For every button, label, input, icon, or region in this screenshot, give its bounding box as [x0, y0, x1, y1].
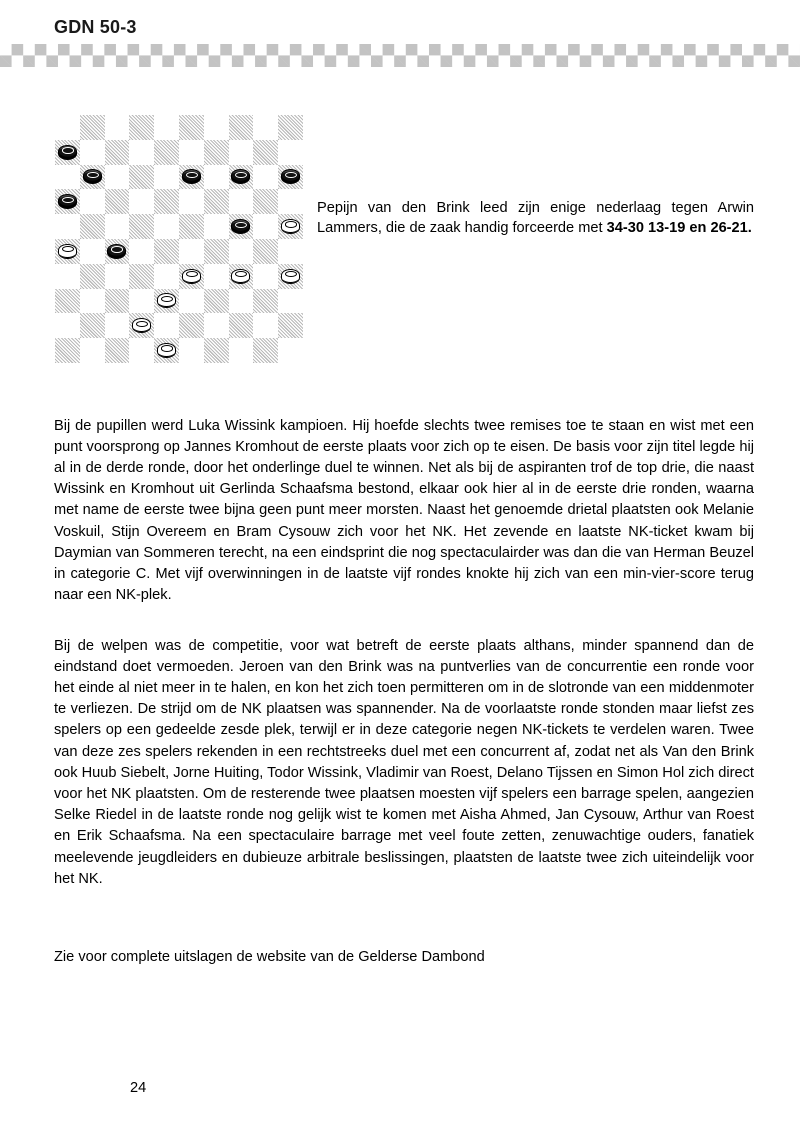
board-square-light [229, 189, 254, 214]
board-square-light [129, 289, 154, 314]
board-square-light [129, 239, 154, 264]
board-square-dark [229, 165, 254, 190]
board-square-dark [253, 239, 278, 264]
board-square-light [204, 214, 229, 239]
black-piece [231, 169, 250, 184]
board-square-light [278, 140, 303, 165]
board-square-dark [105, 189, 130, 214]
black-piece [107, 244, 126, 259]
board-square-light [253, 115, 278, 140]
closing-line: Zie voor complete uitslagen de website van de Gelderse Dambond [54, 948, 485, 965]
black-piece [182, 169, 201, 184]
white-piece [231, 269, 250, 284]
board-square-dark [179, 313, 204, 338]
white-piece [182, 269, 201, 284]
board-square-light [154, 264, 179, 289]
board-square-dark [179, 264, 204, 289]
white-piece [157, 343, 176, 358]
board-square-dark [204, 239, 229, 264]
black-piece [281, 169, 300, 184]
board-square-light [229, 239, 254, 264]
board-square-dark [129, 264, 154, 289]
board-square-dark [278, 214, 303, 239]
board-square-light [55, 165, 80, 190]
board-square-light [80, 140, 105, 165]
board-square-dark [80, 115, 105, 140]
board-square-dark [55, 189, 80, 214]
board-square-dark [105, 140, 130, 165]
board-square-light [80, 289, 105, 314]
board-square-light [179, 239, 204, 264]
board-square-light [129, 140, 154, 165]
board-square-dark [253, 140, 278, 165]
draughts-board [55, 115, 303, 363]
board-square-dark [229, 214, 254, 239]
board-square-dark [154, 289, 179, 314]
board-square-dark [129, 165, 154, 190]
board-square-light [204, 264, 229, 289]
board-square-light [80, 189, 105, 214]
board-square-light [154, 313, 179, 338]
board-square-dark [229, 264, 254, 289]
board-square-light [278, 189, 303, 214]
board-square-light [55, 313, 80, 338]
board-square-light [204, 165, 229, 190]
board-square-light [129, 338, 154, 363]
board-square-light [55, 264, 80, 289]
board-square-dark [278, 264, 303, 289]
checkerboard-band-icon [0, 44, 800, 67]
board-square-dark [55, 140, 80, 165]
board-square-dark [80, 264, 105, 289]
board-square-dark [253, 338, 278, 363]
board-square-light [278, 239, 303, 264]
white-piece [157, 293, 176, 308]
board-square-dark [229, 115, 254, 140]
board-square-light [105, 264, 130, 289]
board-square-dark [80, 165, 105, 190]
board-square-dark [253, 189, 278, 214]
black-piece [58, 194, 77, 209]
board-square-dark [179, 115, 204, 140]
board-square-light [80, 338, 105, 363]
board-square-light [105, 214, 130, 239]
board-square-light [129, 189, 154, 214]
board-square-dark [154, 140, 179, 165]
page-header [0, 0, 800, 68]
board-square-dark [105, 289, 130, 314]
black-piece [231, 219, 250, 234]
board-square-light [253, 214, 278, 239]
page-number: 24 [130, 1080, 147, 1096]
board-square-light [105, 165, 130, 190]
board-square-light [278, 338, 303, 363]
board-square-light [80, 239, 105, 264]
board-square-light [179, 289, 204, 314]
board-square-light [154, 165, 179, 190]
page-title: GDN 50-3 [54, 17, 137, 37]
board-square-light [229, 140, 254, 165]
board-square-dark [278, 165, 303, 190]
paragraph-pupillen: Bij de pupillen werd Luka Wissink kampioen. Hij hoefde slechts twee remises toe te staan en wist met een punt voorsprong op Jannes Kromhout de eerste plaats voor zich op te eisen. De basis voor zijn titel legde hij al in de derde ronde, door het onderlinge duel te winnen. Net als bij de aspiranten trof de top drie, die naast Wissink en Kromhout uit Gerlinda Schaafsma bestond, elkaar ook hier al in de eerste drie ronden, waarna met name de eerste twee bijna geen punt meer morsten. Naast het genoemde drietal plaatsten ook Melanie Voskuil, Stijn Overeem en Bram Cysouw zich voor het NK. Het zevende en laatste NK-ticket kwam bij Daymian van Sommeren terecht, na een eindsprint die nog spectaculairder was dan die van Herman Beuzel in categorie C. Met vijf overwinningen in de laatste vijf rondes knokte hij zich van een min-vier-score terug naar een NK-plek. [54, 417, 754, 604]
board-square-dark [80, 214, 105, 239]
board-square-light [253, 165, 278, 190]
board-square-dark [129, 214, 154, 239]
board-square-dark [278, 313, 303, 338]
board-square-light [229, 289, 254, 314]
board-square-light [105, 313, 130, 338]
board-square-dark [129, 115, 154, 140]
board-square-light [253, 264, 278, 289]
board-square-dark [204, 289, 229, 314]
black-piece [83, 169, 102, 184]
board-square-dark [229, 313, 254, 338]
board-square-dark [154, 338, 179, 363]
board-square-light [253, 313, 278, 338]
caption-lead-text: Pepijn van den Brink leed zijn enige nederlaag tegen Arwin Lammers, die de zaak handig forceerde met [317, 199, 754, 237]
board-square-light [105, 115, 130, 140]
board-square-light [179, 189, 204, 214]
board-square-light [278, 289, 303, 314]
board-square-light [55, 214, 80, 239]
white-piece [281, 219, 300, 234]
draughts-diagram [55, 115, 303, 363]
board-square-dark [55, 289, 80, 314]
board-square-dark [179, 214, 204, 239]
board-square-light [154, 115, 179, 140]
paragraph-welpen: Bij de welpen was de competitie, voor wat betreft de eerste plaats althans, minder spannend dan de eindstand doet vermoeden. Jeroen van den Brink was na puntverlies van de concurrentie een ronde voor het einde al niet meer in te halen, en kon het zich toen permitteren om in de slotronde van een middenmoter te verliezen. De strijd om de NK plaatsen was spannender. Na de voorlaatste ronde stonden maar liefst zes spelers op een gedeelde zesde plek, terwijl er in deze categorie negen NK-tickets te verdelen waren. Twee van deze zes spelers rekenden in een rechtstreeks duel met een concurrent af, zodat net als Van den Brink ook Huub Siebelt, Jorne Huiting, Todor Wissink, Vladimir van Roest, Delano Tijssen en Simon Hol zich direct voor het NK plaatsten. Om de resterende twee plaatsen moesten vijf spelers een barrage spelen, aangezien Selke Riedel in de laatste ronde nog gelijk wist te komen met Aisha Ahmed, Jan Cysouw, Arthur van Roest en Erik Schaafsma. Na een spectaculaire barrage met veel foute zetten, zenuwachtige ouders, fanatiek meelevende jeugdleiders en dubieuze arbitrale beslissingen, plaatsten de laatste twee zich uiteindelijk voor het NK. [54, 637, 754, 887]
board-square-light [179, 140, 204, 165]
board-square-light [229, 338, 254, 363]
board-square-dark [80, 313, 105, 338]
board-square-dark [105, 239, 130, 264]
board-square-light [179, 338, 204, 363]
board-square-dark [105, 338, 130, 363]
diagram-caption [317, 198, 754, 239]
board-square-light [55, 115, 80, 140]
caption-move-notation: 34-30 13-19 en 26-21. [606, 220, 752, 237]
board-square-dark [179, 165, 204, 190]
board-square-dark [154, 189, 179, 214]
board-square-light [204, 115, 229, 140]
board-square-light [204, 313, 229, 338]
board-square-dark [204, 189, 229, 214]
board-square-dark [129, 313, 154, 338]
board-square-dark [278, 115, 303, 140]
board-square-light [154, 214, 179, 239]
board-square-dark [55, 239, 80, 264]
board-square-dark [253, 289, 278, 314]
white-piece [58, 244, 77, 259]
black-piece [58, 145, 77, 160]
white-piece [132, 318, 151, 333]
white-piece [281, 269, 300, 284]
board-square-dark [154, 239, 179, 264]
board-square-dark [204, 338, 229, 363]
board-square-dark [55, 338, 80, 363]
board-square-dark [204, 140, 229, 165]
